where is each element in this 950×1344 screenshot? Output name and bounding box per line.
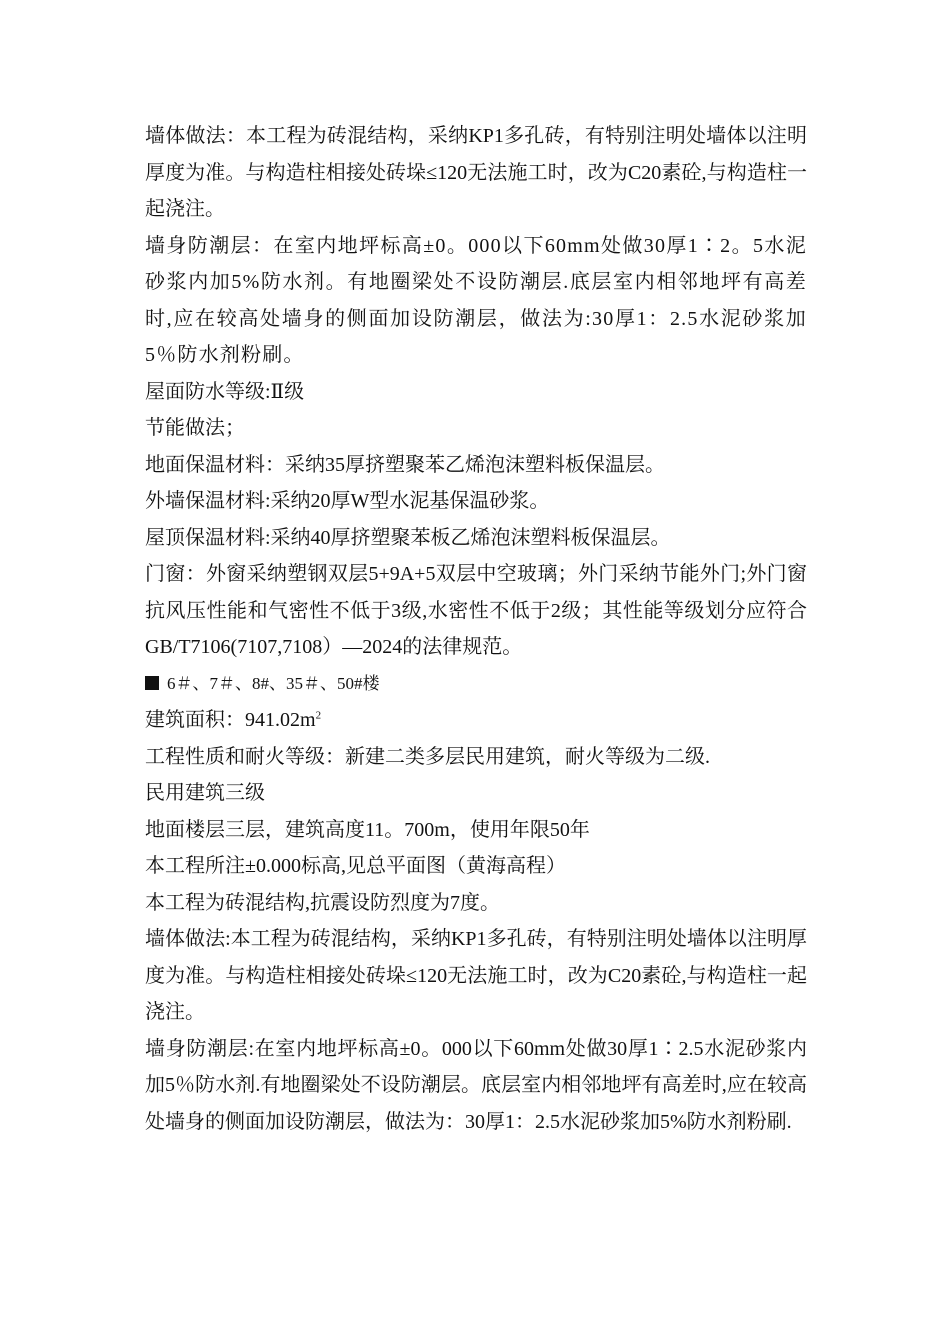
paragraph-doors-windows: 门窗：外窗采纳塑钢双层5+9A+5双层中空玻璃；外门采纳节能外门;外门窗抗风压性能和气密性不低于3级,水密性不低于2级；其性能等级划分应符合GB/T7106(7107,7108）—2024的法律规范。 [145,563,807,658]
paragraph-seismic-intensity: 本工程为砖混结构,抗震设防烈度为7度。 [145,891,500,914]
paragraph-elevation-datum: 本工程所注±0.000标高,见总平面图（黄海高程） [145,855,566,877]
paragraph-energy-saving-heading: 节能做法； [145,417,245,439]
building-area-text: 建筑面积：941.02m [145,709,316,731]
paragraph-fire-rating: 工程性质和耐火等级：新建二类多层民用建筑，耐火等级为二级. [145,745,710,768]
paragraph-roof-waterproof-grade: 屋面防水等级:Ⅱ级 [145,380,305,403]
paragraph-civil-building-class: 民用建筑三级 [145,782,265,804]
building-list-heading [145,666,807,703]
paragraph-roof-insulation: 屋顶保温材料:采纳40厚挤塑聚苯板乙烯泡沫塑料板保温层。 [145,526,671,549]
paragraph-exterior-wall-insulation: 外墙保温材料:采纳20厚W型水泥基保温砂浆。 [145,490,550,512]
area-unit-superscript: 2 [315,709,322,722]
paragraph-wall-method: 墙体做法：本工程为砖混结构，采纳KP1多孔砖，有特别注明处墙体以注明厚度为准。与构造柱相接处砖垛≤120无法施工时，改为C20素砼,与构造柱一起浇注。 [145,125,807,220]
document-body [145,118,807,1140]
building-list-text: 6＃、7＃、8#、35＃、50#楼 [167,673,380,693]
square-bullet-icon [145,676,159,690]
paragraph-damp-proof-course: 墙身防潮层：在室内地坪标高±0。000以下60mm处做30厚1∶2。5水泥砂浆内加5%防水剂。有地圈梁处不设防潮层.底层室内相邻地坪有高差时,应在较高处墙身的侧面加设防潮层，做法为:30厚1：2.5水泥砂浆加5％防水剂粉刷。 [145,234,807,366]
paragraph-building-area [145,702,807,739]
paragraph-damp-proof-course-2: 墙身防潮层:在室内地坪标高±0。000以下60mm处做30厚1∶2.5水泥砂浆内加5％防水剂.有地圈梁处不设防潮层。底层室内相邻地坪有高差时,应在较高处墙身的侧面加设防潮层，做法为：30厚1：2.5水泥砂浆加5%防水剂粉刷. [145,1037,807,1133]
paragraph-wall-method-2: 墙体做法:本工程为砖混结构，采纳KP1多孔砖，有特别注明处墙体以注明厚度为准。与构造柱相接处砖垛≤120无法施工时，改为C20素砼,与构造柱一起浇注。 [145,928,807,1023]
paragraph-floors-height: 地面楼层三层，建筑高度11。700m，使用年限50年 [145,818,590,841]
paragraph-floor-insulation: 地面保温材料：采纳35厚挤塑聚苯乙烯泡沫塑料板保温层。 [145,453,665,476]
